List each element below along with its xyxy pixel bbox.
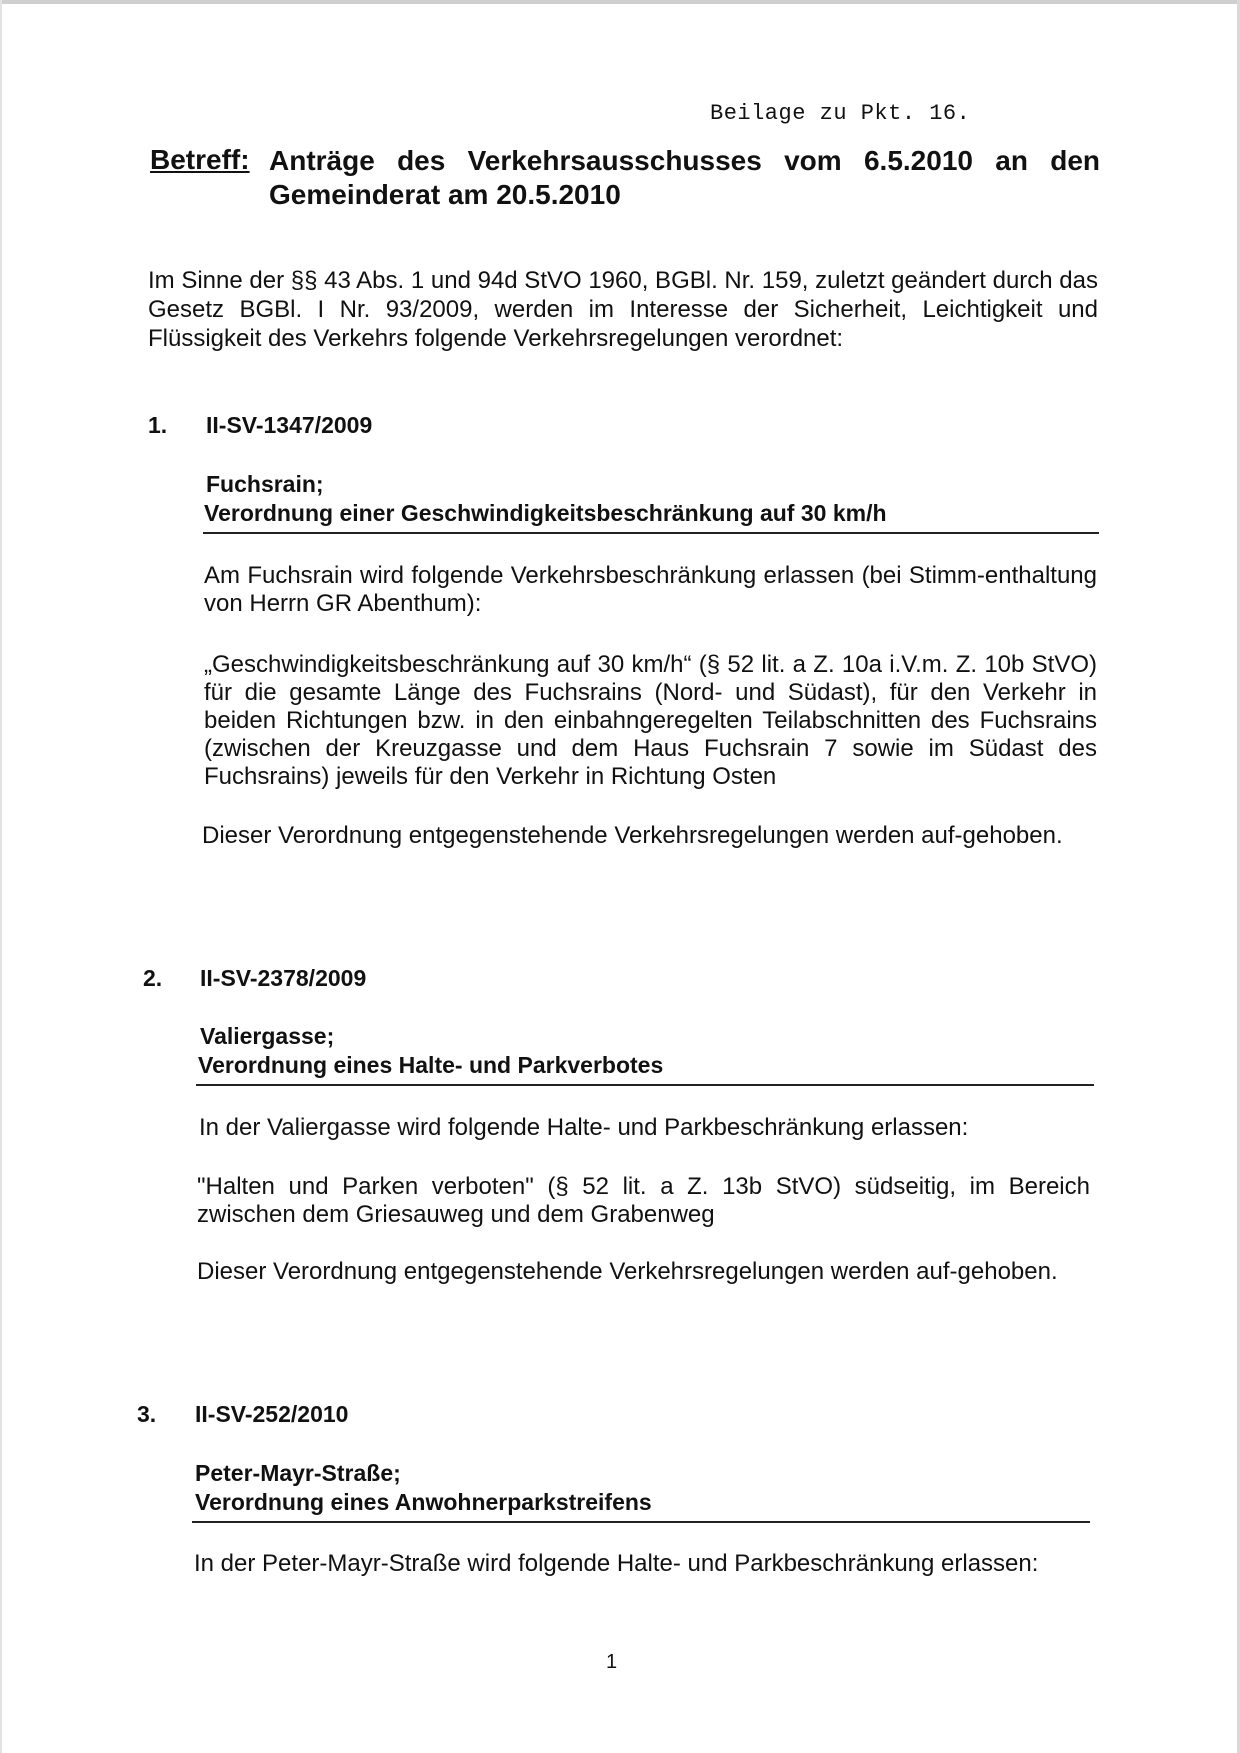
item-title-rule (196, 1084, 1094, 1086)
item-paragraph: Dieser Verordnung entgegenstehende Verkehrsregelungen werden auf-gehoben. (202, 822, 1063, 849)
item-paragraph: Am Fuchsrain wird folgende Verkehrsbeschränkung erlassen (bei Stimm-enthaltung von Herrn GR Abenthum): (204, 562, 1097, 617)
item-paragraph: "Halten und Parken verboten" (§ 52 lit. a Z. 13b StVO) südseitig, im Bereich zwischen dem Griesauweg und dem Grabenweg (197, 1173, 1090, 1228)
item-title-rule (203, 532, 1099, 534)
page-number: 1 (606, 1651, 618, 1673)
scan-edge-top (0, 0, 1240, 4)
item-reference: II-SV-252/2010 (195, 1401, 349, 1427)
item-paragraph: „Geschwindigkeitsbeschränkung auf 30 km/h“ (§ 52 lit. a Z. 10a i.V.m. Z. 10b StVO) für die gesamte Länge des Fuchsrains (Nord- und Südast), für den Verkehr in beiden Richtungen bzw. in den einbahngeregelten Teilabschnitten des Fuchsrains (zwischen der Kreuzgasse und dem Haus Fuchsrain 7 sowie im Südast des Fuchsrains) jeweils für den Verkehr in Richtung Osten (204, 651, 1097, 790)
item-title: Verordnung eines Anwohnerparkstreifens (195, 1489, 652, 1515)
scan-edge-left (0, 0, 2, 1753)
item-paragraph: Dieser Verordnung entgegenstehende Verkehrsregelungen werden auf-gehoben. (197, 1258, 1058, 1285)
attachment-note: Beilage zu Pkt. 16. (710, 101, 971, 126)
item-title: Verordnung einer Geschwindigkeitsbeschränkung auf 30 km/h (204, 500, 887, 526)
item-street: Peter-Mayr-Straße; (195, 1460, 401, 1486)
item-paragraph: In der Peter-Mayr-Straße wird folgende Halte- und Parkbeschränkung erlassen: (194, 1550, 1039, 1577)
item-street: Valiergasse; (200, 1023, 335, 1049)
item-paragraph: In der Valiergasse wird folgende Halte- und Parkbeschränkung erlassen: (199, 1114, 969, 1141)
subject-label: Betreff: (150, 144, 250, 175)
item-title: Verordnung eines Halte- und Parkverbotes (198, 1052, 664, 1078)
item-reference: II-SV-1347/2009 (206, 412, 373, 438)
subject-text: Anträge des Verkehrsausschusses vom 6.5.2010 an den Gemeinderat am 20.5.2010 (269, 145, 1100, 210)
intro-paragraph: Im Sinne der §§ 43 Abs. 1 und 94d StVO 1960, BGBl. Nr. 159, zuletzt geändert durch das Gesetz BGBl. I Nr. 93/2009, werden im Interesse der Sicherheit, Leichtigkeit und Flüssigkeit des Verkehrs folgende Verkehrsregelungen verordnet: (148, 267, 1098, 352)
item-number: 3. (137, 1401, 157, 1427)
item-number: 2. (143, 965, 163, 991)
item-street: Fuchsrain; (206, 471, 324, 497)
item-title-rule (192, 1521, 1090, 1523)
item-number: 1. (148, 412, 168, 438)
item-reference: II-SV-2378/2009 (200, 965, 367, 991)
